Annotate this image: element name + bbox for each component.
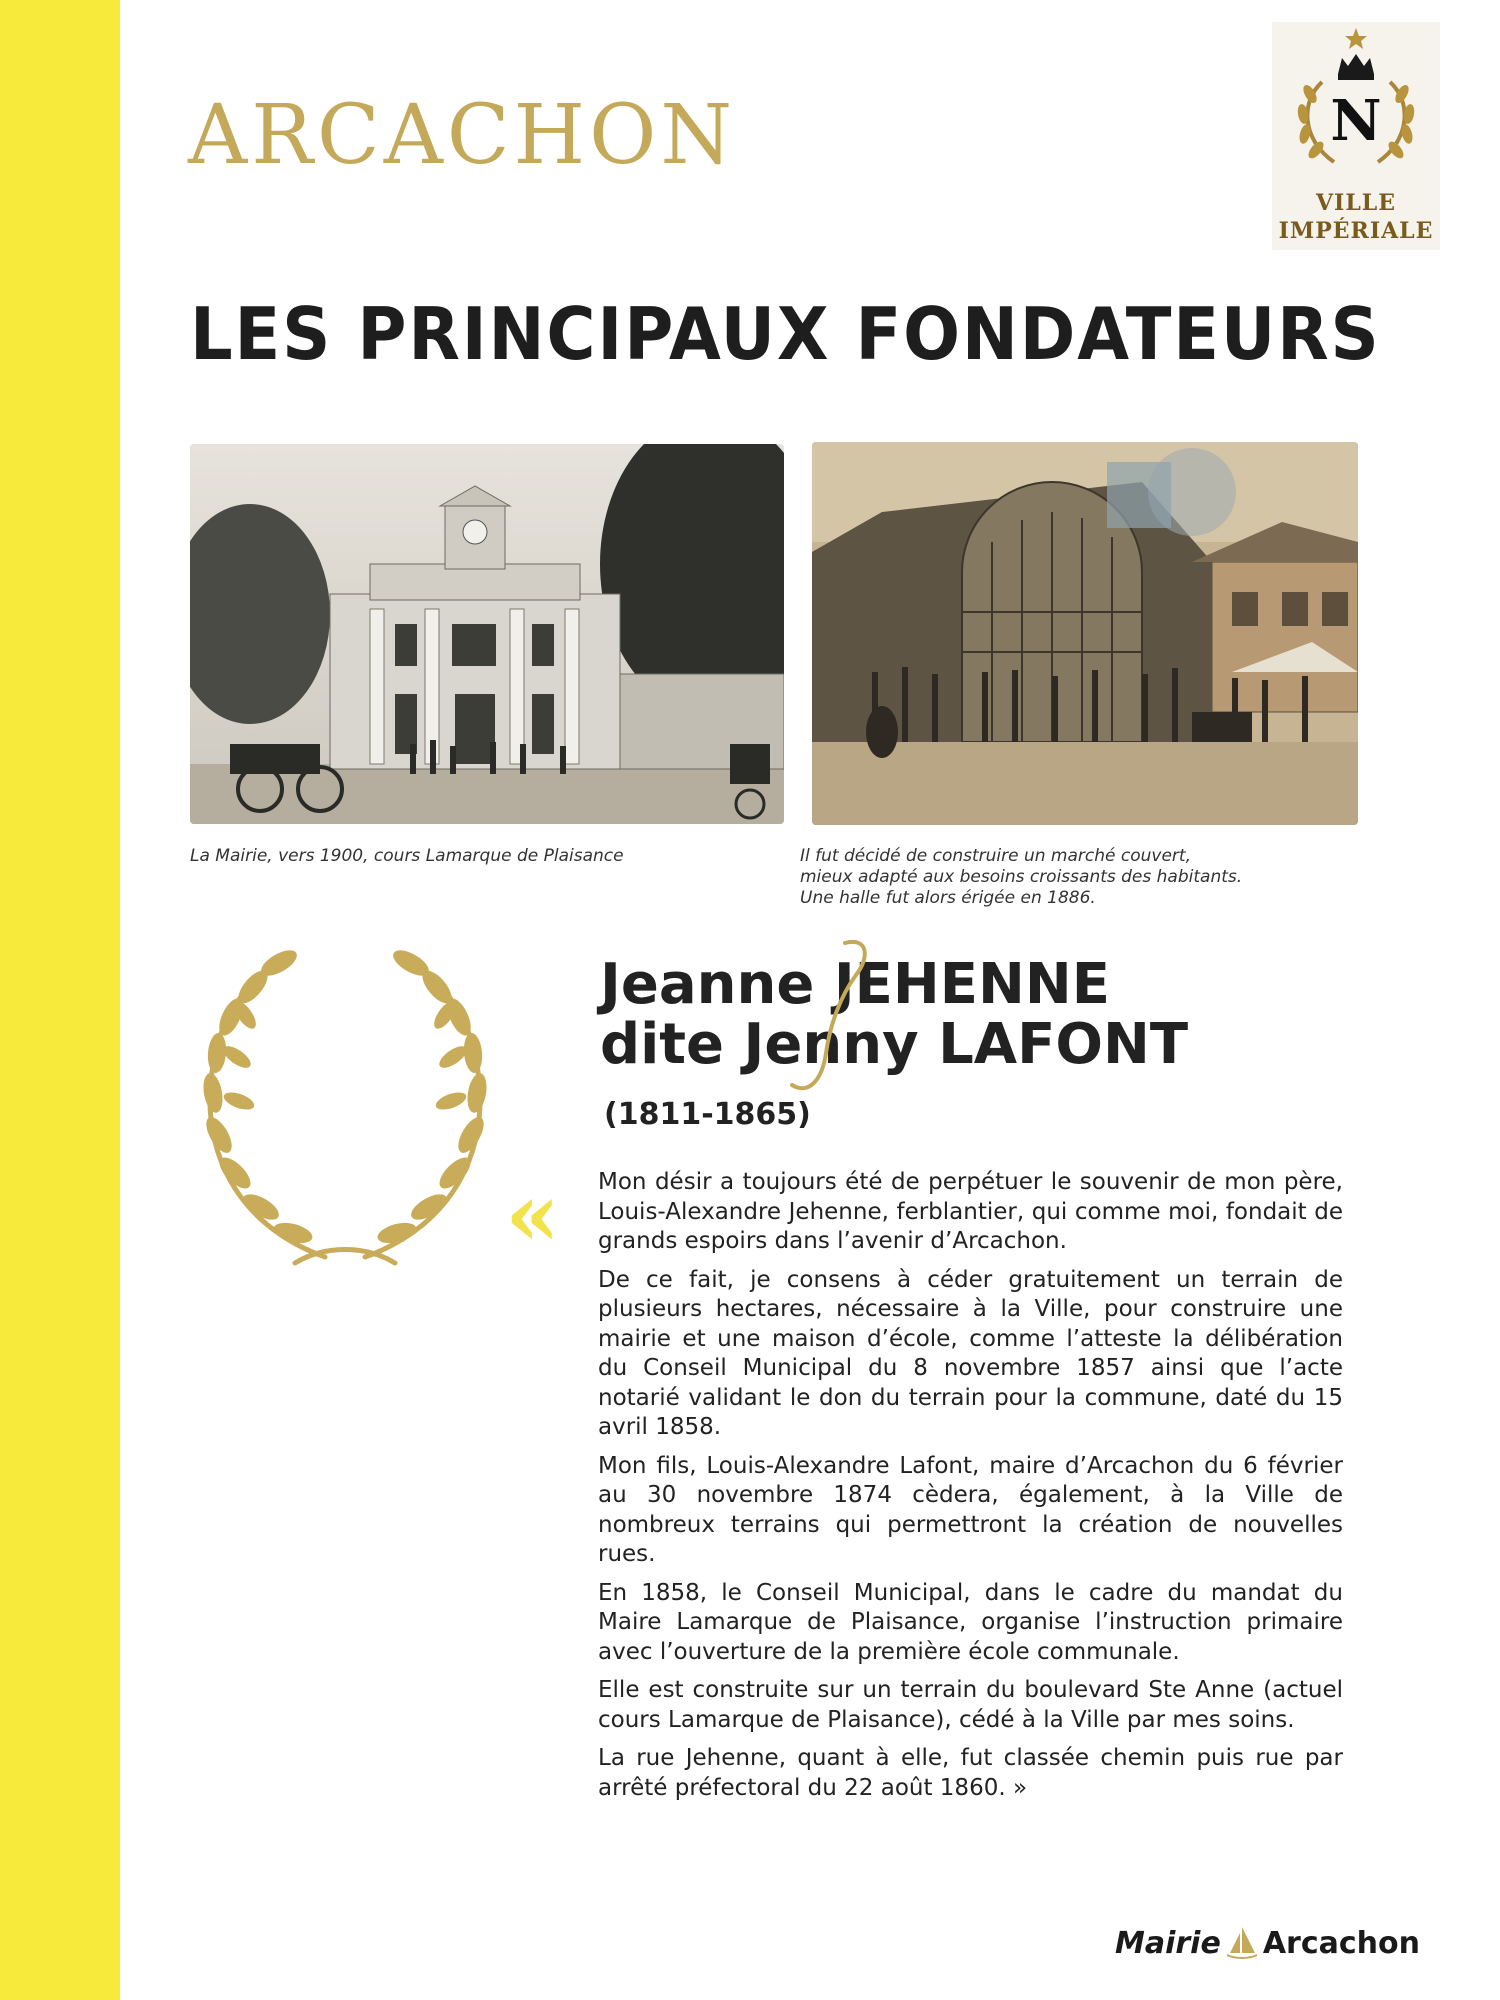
quote-paragraph: Mon désir a toujours été de perpétuer le souvenir de mon père, Louis-Alexandre Jehenne, ferblantier, qui comme moi, fondait de grands espoirs dans l’avenir d’Arcachon.	[598, 1169, 1343, 1254]
market-hall-photo	[812, 442, 1358, 825]
emblem-line-2: IMPÉRIALE	[1278, 218, 1434, 244]
photo2-caption-line: Il fut décidé de construire un marché couvert,	[800, 846, 1191, 866]
decorative-swash-icon	[770, 935, 880, 1100]
logo-word-mairie: Mairie	[1115, 1926, 1221, 1961]
quote-body	[598, 1168, 1343, 1812]
yellow-side-band	[0, 0, 120, 2000]
brand-title: ARCACHON	[188, 88, 737, 183]
quote-paragraph: La rue Jehenne, quant à elle, fut classée chemin puis rue par arrêté préfectoral du 22 août 1860. »	[598, 1745, 1343, 1801]
laurel-wreath-icon	[175, 945, 515, 1275]
photo2-caption	[800, 846, 1340, 909]
opening-quote-mark: «	[505, 1162, 560, 1266]
quote-paragraph: Mon fils, Louis-Alexandre Lafont, maire d’Arcachon du 6 février au 30 novembre 1874 cèdera, également, à la Ville de nombreux terrains qui permettront la création de nouvelles rues.	[598, 1452, 1343, 1567]
svg-text:N: N	[1330, 88, 1382, 154]
sailboat-icon	[1225, 1925, 1259, 1959]
quote-paragraph: Elle est construite sur un terrain du boulevard Ste Anne (actuel cours Lamarque de Plaisance), cédé à la Ville par mes soins.	[598, 1677, 1343, 1733]
mairie-photo	[190, 444, 784, 824]
page-title: LES PRINCIPAUX FONDATEURS	[190, 292, 1381, 376]
founder-years: (1811-1865)	[604, 1097, 811, 1132]
founder-name-line-1: Jeanne JEHENNE	[600, 952, 1111, 1017]
photo1-caption: La Mairie, vers 1900, cours Lamarque de Plaisance	[190, 846, 624, 866]
ville-imperiale-emblem	[1272, 22, 1440, 250]
quote-paragraph: En 1858, le Conseil Municipal, dans le cadre du mandat du Maire Lamarque de Plaisance, organise l’instruction primaire avec l’ouverture de la première école communale.	[598, 1579, 1343, 1665]
mairie-arcachon-logo	[1115, 1925, 1420, 1961]
laurel-crown-icon	[1272, 22, 1440, 190]
photo2-caption-line: mieux adapté aux besoins croissants des habitants.	[800, 867, 1243, 887]
founder-name-line-2: dite Jenny LAFONT	[600, 1012, 1189, 1077]
quote-paragraph: De ce fait, je consens à céder gratuitement un terrain de plusieurs hectares, nécessaire à la Ville, pour construire une mairie et une maison d’école, comme l’atteste la délibération du Conseil Municipal du 8 novembre 1857 ainsi que l’acte notarié validant le don du terrain pour la commune, daté du 15 avril 1858.	[598, 1266, 1343, 1440]
logo-word-arcachon: Arcachon	[1262, 1926, 1420, 1961]
founder-name	[600, 952, 1189, 1077]
emblem-line-1: VILLE	[1315, 190, 1397, 216]
photo2-caption-line: Une halle fut alors érigée en 1886.	[800, 888, 1096, 908]
